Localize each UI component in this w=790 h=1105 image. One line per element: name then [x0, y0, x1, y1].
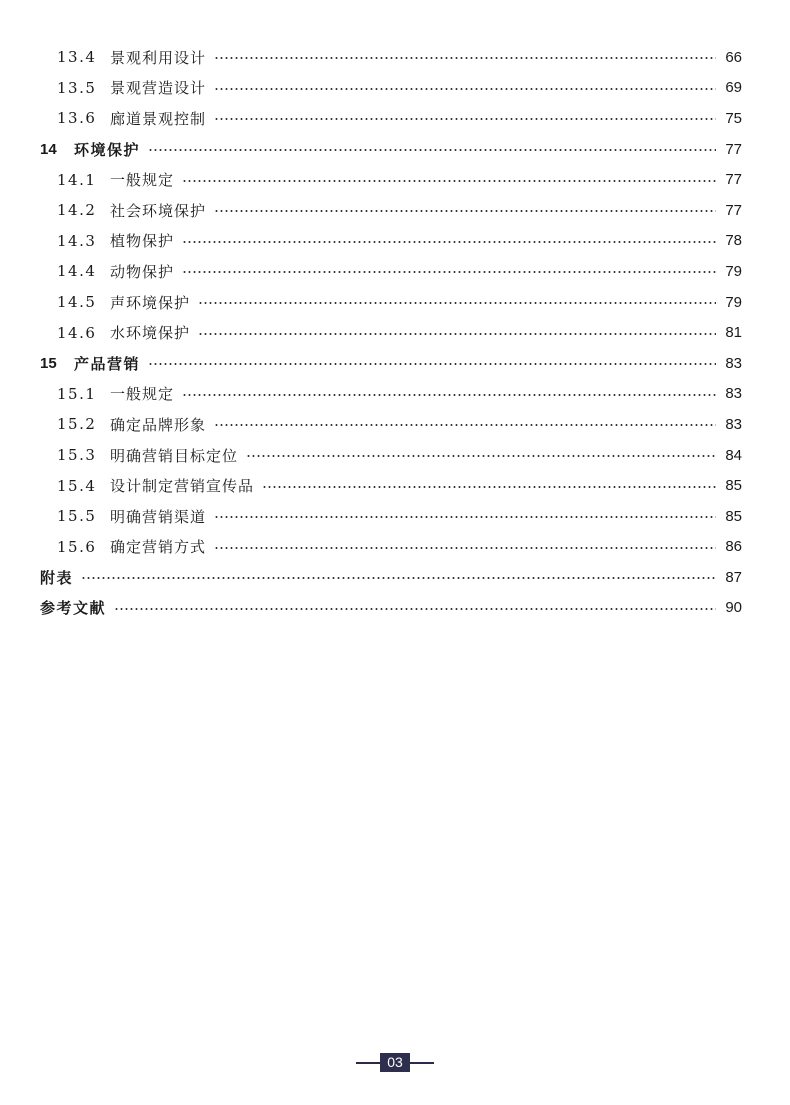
- dot-leader: [214, 118, 716, 120]
- toc-entry-title: 明确营销渠道: [110, 507, 207, 526]
- toc-entry-title: 水环境保护: [110, 324, 191, 343]
- toc-entry-number: 15: [40, 354, 57, 372]
- toc-entry-page: 86: [725, 538, 742, 556]
- toc-entry-number: 14.3: [57, 231, 97, 250]
- toc-entry[interactable]: [40, 470, 742, 501]
- toc-entry-page: 66: [725, 48, 742, 66]
- toc-entry-page: 84: [725, 446, 742, 464]
- dot-leader: [182, 271, 716, 273]
- toc-entry-title: 产品营销: [74, 354, 141, 373]
- toc-entry-title: 动物保护: [110, 262, 175, 281]
- toc-entry-title: 社会环境保护: [110, 201, 207, 220]
- toc-entry-page: 79: [725, 262, 742, 280]
- toc-entry[interactable]: [40, 501, 742, 532]
- toc-entry-page: 77: [725, 201, 742, 219]
- toc-entry-number: 14.1: [57, 170, 97, 189]
- footer-line-right: [410, 1062, 434, 1064]
- page-footer: [0, 1053, 790, 1072]
- toc-entry-title: 一般规定: [110, 171, 175, 190]
- page-number-badge: 03: [380, 1053, 410, 1072]
- toc-entry-number: 15.3: [57, 446, 97, 465]
- dot-leader: [198, 333, 716, 335]
- dot-leader: [214, 516, 716, 518]
- toc-entry-title: 景观营造设计: [110, 79, 207, 98]
- toc-entry-page: 75: [725, 109, 742, 127]
- table-of-contents: [40, 42, 742, 623]
- toc-entry-title: 确定营销方式: [110, 538, 207, 557]
- toc-entry-number: 14.4: [57, 262, 97, 281]
- toc-entry[interactable]: [40, 562, 742, 593]
- footer-line-left: [356, 1062, 380, 1064]
- toc-entry-page: 85: [725, 477, 742, 495]
- toc-entry[interactable]: [40, 226, 742, 257]
- toc-entry-title: 景观利用设计: [110, 48, 207, 67]
- toc-entry-page: 90: [725, 599, 742, 617]
- toc-entry-number: 14.6: [57, 323, 97, 342]
- toc-entry-number: 15.5: [57, 507, 97, 526]
- toc-entry-number: 15.6: [57, 537, 97, 556]
- toc-entry-title: 声环境保护: [110, 293, 191, 312]
- toc-entry-number: 14.5: [57, 293, 97, 312]
- toc-entry-title: 植物保护: [110, 232, 175, 251]
- toc-entry-number: 15.1: [57, 384, 97, 403]
- toc-entry-title: 附表: [40, 568, 74, 587]
- dot-leader: [246, 455, 716, 457]
- dot-leader: [182, 241, 716, 243]
- dot-leader: [214, 547, 716, 549]
- toc-entry-page: 83: [725, 385, 742, 403]
- dot-leader: [262, 486, 716, 488]
- toc-entry[interactable]: [40, 103, 742, 134]
- dot-leader: [148, 149, 716, 151]
- toc-entry[interactable]: [40, 409, 742, 440]
- toc-entry[interactable]: [40, 379, 742, 410]
- toc-entry-title: 明确营销目标定位: [110, 446, 239, 465]
- dot-leader: [182, 180, 716, 182]
- toc-entry[interactable]: [40, 42, 742, 73]
- toc-entry[interactable]: [40, 164, 742, 195]
- toc-entry-title: 设计制定营销宣传品: [110, 477, 255, 496]
- toc-entry-page: 69: [725, 79, 742, 97]
- toc-entry[interactable]: [40, 287, 742, 318]
- toc-entry-page: 77: [725, 140, 742, 158]
- toc-entry-page: 78: [725, 232, 742, 250]
- dot-leader: [148, 363, 716, 365]
- toc-entry[interactable]: [40, 593, 742, 624]
- dot-leader: [182, 394, 716, 396]
- toc-entry-page: 83: [725, 354, 742, 372]
- toc-entry-title: 环境保护: [74, 140, 141, 159]
- dot-leader: [198, 302, 716, 304]
- dot-leader: [214, 57, 716, 59]
- toc-entry-page: 85: [725, 507, 742, 525]
- toc-entry-title: 确定品牌形象: [110, 415, 207, 434]
- toc-entry[interactable]: [40, 195, 742, 226]
- toc-entry-number: 15.4: [57, 476, 97, 495]
- dot-leader: [214, 210, 716, 212]
- toc-entry-number: 13.6: [57, 109, 97, 128]
- toc-entry[interactable]: [40, 532, 742, 563]
- dot-leader: [81, 577, 716, 579]
- toc-entry-number: 14.2: [57, 201, 97, 220]
- toc-entry-page: 87: [725, 568, 742, 586]
- toc-entry-number: 13.5: [57, 78, 97, 97]
- toc-entry[interactable]: [40, 348, 742, 379]
- dot-leader: [214, 88, 716, 90]
- toc-entry-number: 15.2: [57, 415, 97, 434]
- toc-entry[interactable]: [40, 440, 742, 471]
- dot-leader: [114, 608, 716, 610]
- toc-entry[interactable]: [40, 134, 742, 165]
- toc-entry[interactable]: [40, 256, 742, 287]
- toc-entry-title: 一般规定: [110, 385, 175, 404]
- toc-entry-title: 参考文献: [40, 599, 107, 618]
- toc-entry-page: 81: [725, 324, 742, 342]
- toc-entry[interactable]: [40, 73, 742, 104]
- dot-leader: [214, 424, 716, 426]
- toc-entry-title: 廊道景观控制: [110, 109, 207, 128]
- toc-entry-page: 79: [725, 293, 742, 311]
- toc-entry-number: 14: [40, 140, 57, 158]
- toc-entry-number: 13.4: [57, 48, 97, 67]
- toc-entry-page: 83: [725, 415, 742, 433]
- toc-entry-page: 77: [725, 171, 742, 189]
- toc-entry[interactable]: [40, 317, 742, 348]
